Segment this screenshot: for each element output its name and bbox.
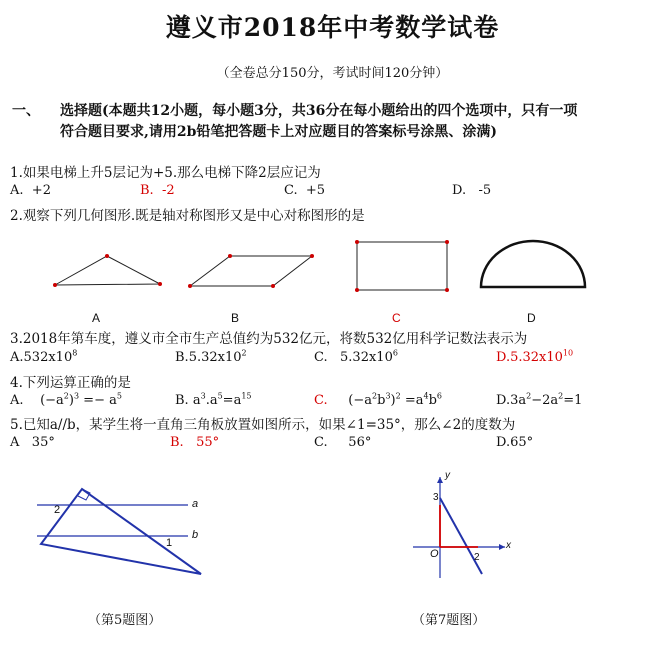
q2-figure-c-rectangle [355, 240, 449, 292]
fig5-line-b-label: b [192, 529, 199, 541]
fig5-line-a-label: a [192, 498, 199, 510]
fig5-angle-1-label: 1 [166, 537, 173, 549]
q4-option-c: C. $(-a^2b^3)^2 =a^4b^6$ [314, 391, 442, 408]
fig7-y-intercept-label: 3 [433, 492, 439, 503]
q4-option-a: A. $(-a^2)^3 =- a^5$ [10, 391, 122, 408]
exam-info: （全卷总分150分，考试时间120分钟） [216, 66, 449, 81]
q2-label-b: B [231, 311, 240, 325]
q2-label-c: C [392, 311, 401, 325]
q2-figure-b-parallelogram [188, 254, 314, 288]
q3-option-a: $A.532x10^8$ [10, 348, 78, 365]
q3-option-d: $D.5.32x10^{10}$ [496, 348, 574, 365]
question-4-text: 4.下列运算正确的是 [10, 375, 131, 391]
fig7-origin-label: O [430, 548, 439, 560]
question-3-text: 3.2018年第车度，遵义市全市生产总值约为532亿元，将数532亿用科学记数法表示为 [10, 331, 528, 347]
question-5-text: 5.已知a//b，某学生将一直角三角板放置如图所示，如果∠1=35°，那么∠2的度数为 [10, 417, 516, 433]
section-instruction-line1: 选择题(本题共12小题，每小题3分，共36分在每小题给出的四个选项中，只有一项 [60, 103, 578, 119]
q4-option-d: $D.3a^2-2a^2=1$ [496, 391, 583, 408]
q4-option-b: B. $a^3.a^5=a^{15}$ [175, 391, 252, 408]
q3-option-c: C. $5.32x10^6$ [314, 348, 398, 365]
q5-option-b: B. 55° [170, 435, 220, 450]
q2-label-d: D [527, 311, 536, 325]
fig5-angle-2-label: 2 [54, 504, 61, 516]
q5-option-c: C. 56° [314, 435, 372, 450]
section-instruction-line2: 符合题目要求,请用2b铅笔把答题卡上对应题目的答案标号涂黑、涂满) [60, 124, 498, 140]
q5-option-d: D.65° [496, 435, 534, 450]
q2-figure-d-semicircle [481, 241, 585, 287]
q1-option-a: A. +2 [10, 183, 51, 198]
page-title: 遵义市2018年中考数学试卷 [165, 13, 500, 42]
q1-option-d: D. -5 [452, 183, 492, 198]
figure-5-parallel-lines-triangle [20, 478, 220, 588]
question-1-text: 1.如果电梯上升5层记为+5.那么电梯下降2层应记为 [10, 165, 321, 181]
section-number: 一、 [12, 103, 40, 119]
fig7-x-axis-label: x [506, 540, 511, 551]
q1-option-c: C. +5 [284, 183, 326, 198]
q2-figure-a-triangle [53, 254, 162, 287]
q5-option-a: A 35° [10, 435, 55, 450]
q2-label-a: A [92, 311, 101, 325]
fig7-y-axis-label: y [445, 470, 450, 481]
figure-7-caption: （第7题图） [412, 613, 486, 628]
figure-5-caption: （第5题图） [88, 613, 162, 628]
q1-option-b: B. -2 [140, 183, 175, 198]
q3-option-b: $B.5.32x10^2$ [175, 348, 247, 365]
fig7-x-intercept-label: 2 [474, 552, 480, 563]
figure-7-coordinate-graph [405, 470, 525, 580]
question-2-text: 2.观察下列几何图形.既是轴对称图形又是中心对称图形的是 [10, 208, 365, 224]
